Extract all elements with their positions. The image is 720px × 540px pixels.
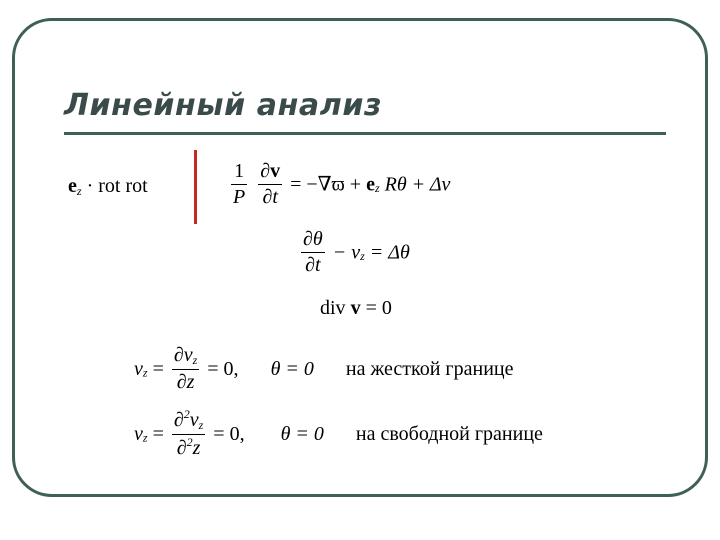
red-marker-bar: [194, 150, 197, 224]
rigid-bc-rest: = 0,: [202, 357, 239, 380]
continuity-rhs: = 0: [360, 297, 392, 319]
momentum-rhs-part2: Rθ + Δv: [384, 173, 451, 196]
heat-rhs-term: − v: [332, 241, 361, 264]
velocity-derivative: [258, 160, 282, 209]
free-boundary-condition: $v_z$ = $\frac{\partial^2v_z}{\partial^2z}$ = 0, θ = 0 на свободной границе: [134, 407, 543, 459]
rigid-boundary-condition: $v_z$ = $\frac{\partial v_z}{\partial z}$ = 0, θ = 0 на жесткой границе: [134, 344, 514, 393]
velocity-vector: v: [350, 297, 361, 319]
coefficient-denominator: P: [233, 186, 246, 208]
heat-equation: [298, 228, 410, 277]
operator-label: rot rot: [98, 175, 148, 197]
free-bc-label: на свободной границе: [355, 422, 543, 445]
velocity-derivative-denominator: ∂t: [262, 186, 278, 208]
coefficient-fraction: [231, 160, 247, 209]
title-underline: [64, 132, 666, 135]
temperature-derivative: [301, 228, 325, 277]
operator-expression: $e_z$ · rot rot: [68, 175, 148, 198]
free-bc-theta: θ = 0: [280, 422, 324, 445]
rigid-bc-theta: θ = 0: [270, 357, 314, 380]
temperature-derivative-denominator: ∂t: [305, 254, 321, 276]
divergence-operator: div: [320, 297, 351, 319]
rigid-bc-label: на жесткой границе: [345, 357, 514, 380]
continuity-equation: [320, 298, 392, 318]
free-bc-rest: = 0,: [208, 422, 245, 445]
coefficient-numerator: 1: [231, 160, 247, 185]
momentum-equation: $\frac{1}{P}$ $\frac{\partial v}{\partial t}$ = $-\nabla ϖ + e_z$ Rθ + Δv: [233, 160, 451, 208]
heat-rhs-subscript: z: [360, 249, 365, 264]
slide-title: Линейный анализ: [64, 88, 382, 123]
rigid-bc-fraction: $\frac{\partial v_z}{\partial z}$: [173, 344, 198, 393]
free-bc-fraction: $\frac{\partial^2v_z}{\partial^2z}$: [173, 407, 204, 459]
momentum-rhs-part1: = −∇ϖ +: [290, 173, 367, 196]
temperature-derivative-numerator: ∂θ: [301, 228, 325, 253]
heat-rhs-end: = Δθ: [364, 241, 410, 264]
velocity-derivative-numerator: ∂v: [258, 160, 282, 185]
